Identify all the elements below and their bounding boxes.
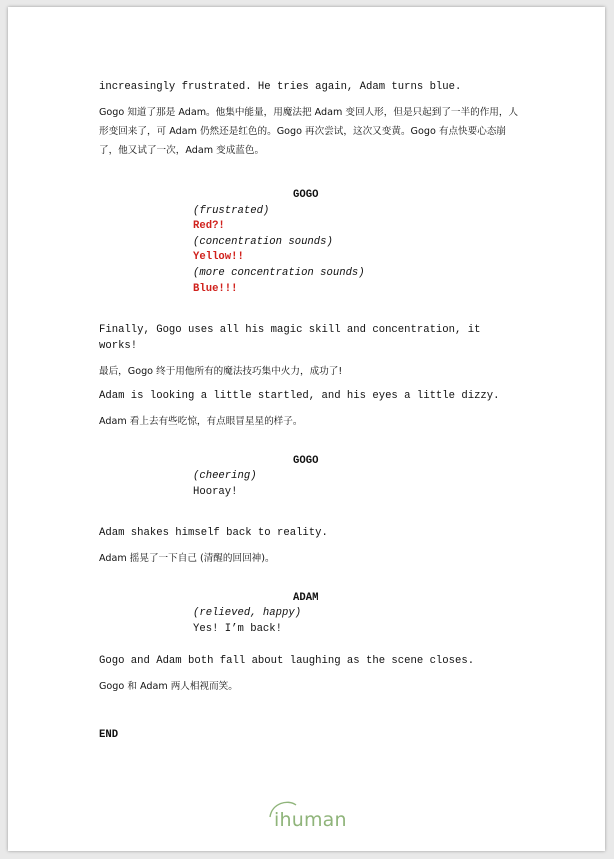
character-name-gogo: GOGO [293, 455, 319, 467]
chinese-translation: Gogo 和 Adam 两人相视而笑。 [99, 681, 238, 692]
action-line: Adam shakes himself back to reality. [99, 527, 328, 539]
chinese-translation: Adam 看上去有些吃惊，有点眼冒星星的样子。 [99, 416, 303, 427]
end-marker: END [99, 729, 119, 741]
character-name-adam: ADAM [293, 592, 319, 604]
parenthetical: (cheering) [193, 470, 257, 482]
dialogue-red: Red?! [193, 220, 225, 232]
chinese-translation: Adam 摇晃了一下自己 (清醒的回回神)。 [99, 553, 275, 564]
logo-text: ihuman [274, 809, 347, 831]
parenthetical: (more concentration sounds) [193, 267, 365, 279]
ihuman-logo [266, 797, 356, 837]
chinese-translation: 最后，Gogo 终于用他所有的魔法技巧集中火力，成功了! [99, 366, 343, 377]
character-name-gogo: GOGO [293, 189, 319, 201]
action-line: Gogo and Adam both fall about laughing as the scene closes. [99, 655, 475, 667]
dialogue: Hooray! [193, 486, 238, 498]
parenthetical: (concentration sounds) [193, 236, 333, 248]
action-line: increasingly frustrated. He tries again, Adam turns blue. [99, 81, 462, 93]
parenthetical: (frustrated) [193, 205, 270, 217]
dialogue-yellow: Yellow!! [193, 251, 244, 263]
chinese-translation: Gogo 知道了那是 Adam。他集中能量，用魔法把 Adam 变回人形，但是只起到了一半的作用，人形变回来了，可 Adam 仍然还是红色的。Gogo 再次尝试，这次又变黄。Gogo 有点快要心态崩了，他又试了一次，Adam 变成蓝色。 [99, 107, 519, 156]
dialogue: Yes! I’m back! [193, 623, 283, 635]
parenthetical: (relieved, happy) [193, 607, 302, 619]
dialogue-blue: Blue!!! [193, 283, 238, 295]
action-line: Adam is looking a little startled, and his eyes a little dizzy. [99, 390, 500, 402]
action-line: Finally, Gogo uses all his magic skill and concentration, it [99, 324, 481, 336]
action-line: works! [99, 340, 138, 352]
script-page [8, 7, 605, 851]
